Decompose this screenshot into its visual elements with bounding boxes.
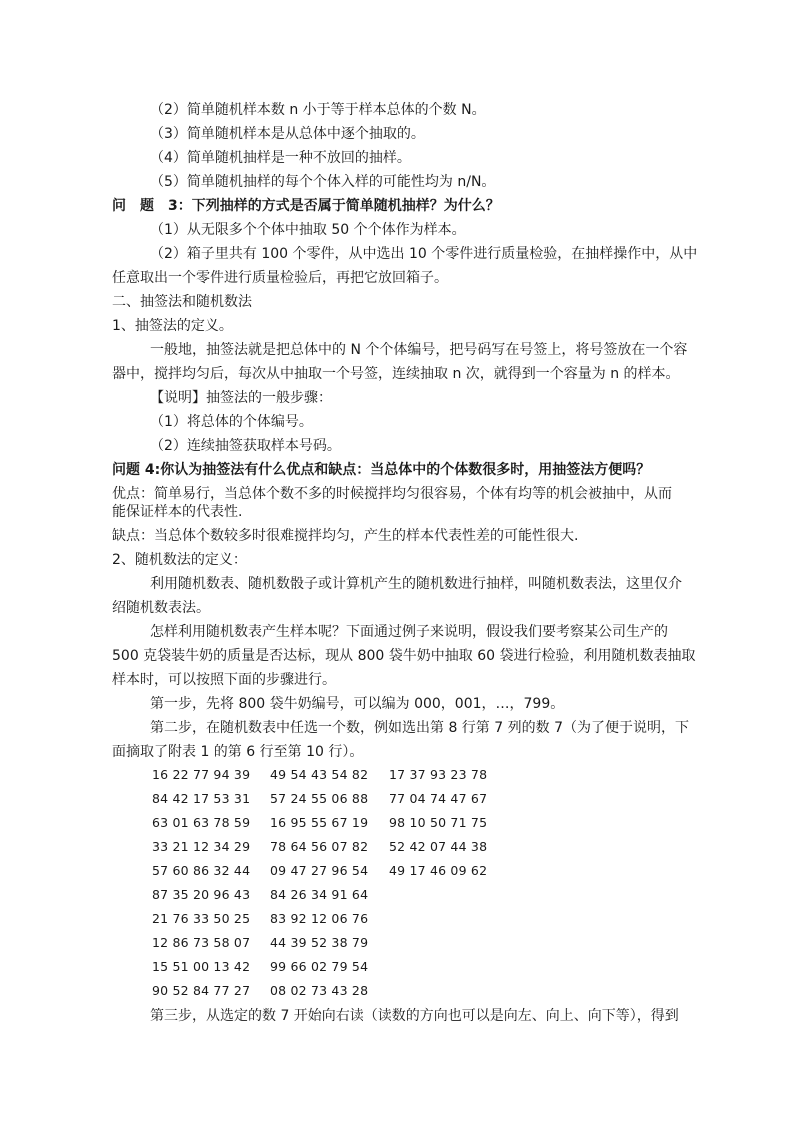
table-cell: 21 76 33 50 25 bbox=[152, 911, 251, 926]
text-line-15: （2）连续抽签获取样本号码。 bbox=[150, 438, 341, 454]
table-cell: 87 35 20 96 43 bbox=[152, 887, 251, 902]
text-line-18: 能保证样本的代表性. bbox=[112, 504, 243, 520]
text-line-2: （3）简单随机样本是从总体中逐个抽取的。 bbox=[150, 126, 425, 142]
table-cell: 33 21 12 34 29 bbox=[152, 839, 251, 854]
text-line-28: 面摘取了附表 1 的第 6 行至第 10 行）。 bbox=[112, 744, 364, 760]
table-cell: 57 24 55 06 88 bbox=[270, 791, 369, 806]
text-line-12: 器中，搅拌均匀后，每次从中抽取一个号签，连续抽取 n 次，就得到一个容量为 n 的样本。 bbox=[112, 366, 680, 382]
text-line-4: （5）简单随机抽样的每个个体入样的可能性均为 n/N。 bbox=[150, 174, 496, 190]
table-cell: 15 51 00 13 42 bbox=[152, 959, 251, 974]
text-line-7: （2）箱子里共有 100 个零件，从中选出 10 个零件进行质量检验，在抽样操作中，从中 bbox=[150, 246, 698, 262]
table-cell: 84 42 17 53 31 bbox=[152, 791, 251, 806]
text-line-22: 绍随机数表法。 bbox=[112, 600, 210, 616]
table-cell: 09 47 27 96 54 bbox=[270, 863, 369, 878]
text-line-1: （2）简单随机样本数 n 小于等于样本总体的个数 N。 bbox=[150, 102, 486, 118]
text-line-3: （4）简单随机抽样是一种不放回的抽样。 bbox=[150, 150, 411, 166]
table-cell: 99 66 02 79 54 bbox=[270, 959, 369, 974]
table-cell: 16 95 55 67 19 bbox=[270, 815, 369, 830]
table-cell: 49 54 43 54 82 bbox=[270, 767, 369, 782]
table-cell: 16 22 77 94 39 bbox=[152, 767, 251, 782]
table-cell: 98 10 50 71 75 bbox=[389, 815, 488, 830]
table-cell: 12 86 73 58 07 bbox=[152, 935, 251, 950]
text-line-23: 怎样利用随机数表产生样本呢？下面通过例子来说明，假设我们要考察某公司生产的 bbox=[150, 624, 668, 640]
text-line-29: 第三步，从选定的数 7 开始向右读（读数的方向也可以是向左、向上、向下等），得到 bbox=[150, 1008, 679, 1024]
table-cell: 63 01 63 78 59 bbox=[152, 815, 251, 830]
text-line-6: （1）从无限多个个体中抽取 50 个个体作为样本。 bbox=[150, 222, 466, 238]
table-cell: 77 04 74 47 67 bbox=[389, 791, 488, 806]
table-cell: 90 52 84 77 27 bbox=[152, 983, 251, 998]
text-line-27: 第二步，在随机数表中任选一个数，例如选出第 8 行第 7 列的数 7（为了便于说明，下 bbox=[150, 720, 689, 736]
text-line-14: （1）将总体的个体编号。 bbox=[150, 414, 313, 430]
section-heading-2: 二、抽签法和随机数法 bbox=[112, 294, 252, 310]
text-line-8: 任意取出一个零件进行质量检验后，再把它放回箱子。 bbox=[112, 270, 448, 286]
text-line-21: 利用随机数表、随机数骰子或计算机产生的随机数进行抽样，叫随机数表法，这里仅介 bbox=[150, 576, 682, 592]
text-line-25: 样本时，可以按照下面的步骤进行。 bbox=[112, 672, 336, 688]
subsection-heading-1: 1、抽签法的定义。 bbox=[112, 318, 233, 334]
explanation-heading: 【说明】抽签法的一般步骤： bbox=[150, 390, 332, 406]
table-cell: 83 92 12 06 76 bbox=[270, 911, 369, 926]
text-line-17: 优点：简单易行，当总体个数不多的时候搅拌均匀很容易，个体有均等的机会被抽中，从而 bbox=[112, 486, 672, 502]
text-line-19: 缺点：当总体个数较多时很难搅拌均匀，产生的样本代表性差的可能性很大. bbox=[112, 528, 579, 544]
table-cell: 78 64 56 07 82 bbox=[270, 839, 369, 854]
question-4-heading: 问题 4:你认为抽签法有什么优点和缺点：当总体中的个体数很多时，用抽签法方便吗？ bbox=[112, 462, 651, 478]
subsection-heading-2: 2、随机数法的定义： bbox=[112, 552, 247, 568]
table-cell: 08 02 73 43 28 bbox=[270, 983, 369, 998]
table-cell: 49 17 46 09 62 bbox=[389, 863, 488, 878]
question-3-heading: 问 题 3：下列抽样的方式是否属于简单随机抽样？为什么？ bbox=[112, 198, 500, 214]
table-cell: 52 42 07 44 38 bbox=[389, 839, 488, 854]
text-line-26: 第一步，先将 800 袋牛奶编号，可以编为 000，001，…，799。 bbox=[150, 696, 565, 712]
text-line-11: 一般地，抽签法就是把总体中的 N 个个体编号，把号码写在号签上，将号签放在一个容 bbox=[150, 342, 688, 358]
table-cell: 44 39 52 38 79 bbox=[270, 935, 369, 950]
text-line-24: 500 克袋装牛奶的质量是否达标，现从 800 袋牛奶中抽取 60 袋进行检验，利用随机数表抽取 bbox=[112, 648, 696, 664]
table-cell: 57 60 86 32 44 bbox=[152, 863, 251, 878]
table-cell: 84 26 34 91 64 bbox=[270, 887, 369, 902]
table-cell: 17 37 93 23 78 bbox=[389, 767, 488, 782]
